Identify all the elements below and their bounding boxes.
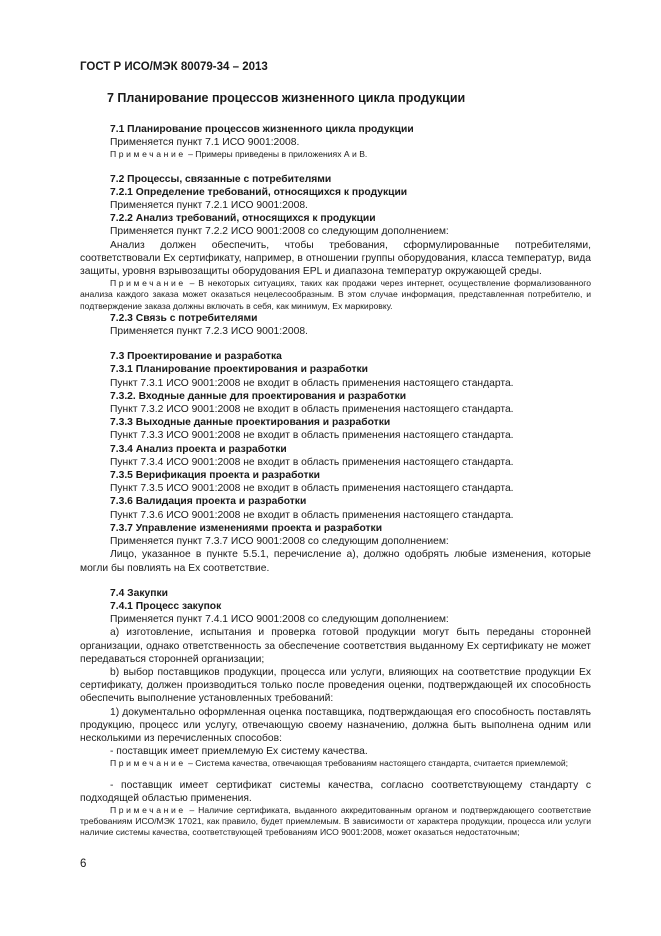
paragraph: Пункт 7.3.3 ИСО 9001:2008 не входит в область применения настоящего стандарта. (110, 430, 514, 442)
note-label: Примечание (110, 149, 186, 160)
note (80, 149, 591, 160)
section-heading-7-4: 7.4 Закупки (110, 587, 168, 599)
dash-item: - поставщик имеет сертификат системы качества, согласно соответствующему стандарту с подходящей областью применения. (80, 779, 591, 804)
subsection-heading: 7.3.3 Выходные данные проектирования и разработки (110, 417, 391, 429)
note (80, 278, 591, 312)
note-label: Примечание (110, 758, 186, 769)
paragraph: Применяется пункт 7.2.1 ИСО 9001:2008. (110, 200, 308, 212)
page-number: 6 (80, 858, 87, 870)
chapter-title: 7 Планирование процессов жизненного цикла продукции (107, 91, 466, 105)
paragraph: Анализ должен обеспечить, чтобы требования, сформулированные потребителями, соответствовали Ех сертификату, например, в отношении группы оборудования, класса температур, вида защиты, уровня взрывозащиты оборудования EPL и диапазона температур окружающей среды. (80, 239, 591, 278)
paragraph: а) изготовление, испытания и проверка готовой продукции могут быть переданы сторонней организации, однако ответственность за обеспечение соответствия выданному Ех сертификату не может передаваться сторонней организации; (80, 627, 591, 665)
section-heading-7-3: 7.3 Проектирование и разработка (110, 351, 282, 363)
paragraph: b) выбор поставщиков продукции, процесса или услуги, влияющих на соответствие продукции Ех сертификату, должен производиться только после проведения оценки, подтверждающей их способность обеспечить выполнение установленных требований: (80, 666, 591, 705)
document-body (80, 123, 591, 839)
paragraph: Лицо, указанное в пункте 5.5.1, перечисление а), должно одобрять любые изменения, которые могли бы повлиять на Ех соответствие. (80, 549, 591, 574)
note (80, 805, 591, 839)
subsection-heading: 7.3.5 Верификация проекта и разработки (110, 470, 320, 482)
paragraph: Применяется пункт 7.3.7 ИСО 9001:2008 со следующим дополнением: (110, 536, 449, 548)
paragraph: 1) документально оформленная оценка поставщика, подтверждающая его способность поставлять продукцию, процесс или услугу, отвечающую своему назначению, должна быть выполнена одним или несколькими из перечисленных способов: (80, 706, 591, 744)
section-heading-7-4-1: 7.4.1 Процесс закупок (110, 600, 222, 612)
paragraph: Применяется пункт 7.2.2 ИСО 9001:2008 со следующим дополнением: (110, 226, 449, 238)
paragraph: Пункт 7.3.6 ИСО 9001:2008 не входит в область применения настоящего стандарта. (110, 509, 514, 521)
paragraph: Применяется пункт 7.1 ИСО 9001:2008. (110, 137, 300, 149)
section-heading-7-3-7: 7.3.7 Управление изменениями проекта и разработки (110, 522, 383, 534)
section-heading-7-2-3: 7.2.3 Связь с потребителями (110, 312, 258, 324)
note-text: – Наличие сертификата, выданного аккредитованным органом и подтверждающего соответствие требованиям ИСО/МЭК 17021, как правило, будет приемлемым. В зависимости от характера продукции, процесса или услуги наличие системы качества, соответствующей требованиям ИСО 9001:2008, может оказаться недостаточным; (80, 804, 591, 838)
paragraph: Пункт 7.3.2 ИСО 9001:2008 не входит в область применения настоящего стандарта. (110, 404, 514, 416)
section-heading-7-1: 7.1 Планирование процессов жизненного цикла продукции (110, 124, 414, 135)
subsection-heading: 7.3.1 Планирование проектирования и разработки (110, 364, 368, 376)
section-heading-7-2: 7.2 Процессы, связанные с потребителями (110, 173, 332, 185)
note-text: – В некоторых ситуациях, таких как продажи через интернет, осуществление формализованного анализа каждого заказа может оказаться нецелесообразным. В этом случае информация, представленная потребителю, и подтверждение заказа должны включать в себя, как минимум, Ех маркировку. (80, 278, 591, 311)
note-label: Примечание (110, 278, 186, 289)
dash-item: - поставщик имеет приемлемую Ех систему качества. (110, 746, 368, 758)
note-label: Примечание (110, 804, 186, 815)
paragraph: Применяется пункт 7.2.3 ИСО 9001:2008. (110, 326, 308, 338)
subsection-heading: 7.3.4 Анализ проекта и разработки (110, 443, 287, 455)
section-heading-7-2-2: 7.2.2 Анализ требований, относящихся к продукции (110, 213, 376, 225)
section-heading-7-2-1: 7.2.1 Определение требований, относящихся к продукции (110, 186, 408, 198)
note-text: – Примеры приведены в приложениях А и В. (185, 149, 368, 160)
note (80, 758, 591, 769)
paragraph: Пункт 7.3.1 ИСО 9001:2008 не входит в область применения настоящего стандарта. (110, 377, 514, 389)
paragraph: Пункт 7.3.5 ИСО 9001:2008 не входит в область применения настоящего стандарта. (110, 483, 514, 495)
document-header: ГОСТ Р ИСО/МЭК 80079-34 – 2013 (80, 61, 268, 73)
note-text: – Система качества, отвечающая требованиям настоящего стандарта, считается приемлемой; (185, 758, 569, 769)
subsection-heading: 7.3.6 Валидация проекта и разработки (110, 496, 307, 508)
paragraph: Применяется пункт 7.4.1 ИСО 9001:2008 со следующим дополнением: (110, 614, 449, 626)
paragraph: Пункт 7.3.4 ИСО 9001:2008 не входит в область применения настоящего стандарта. (110, 456, 514, 468)
subsection-heading: 7.3.2. Входные данные для проектирования и разработки (110, 390, 407, 402)
